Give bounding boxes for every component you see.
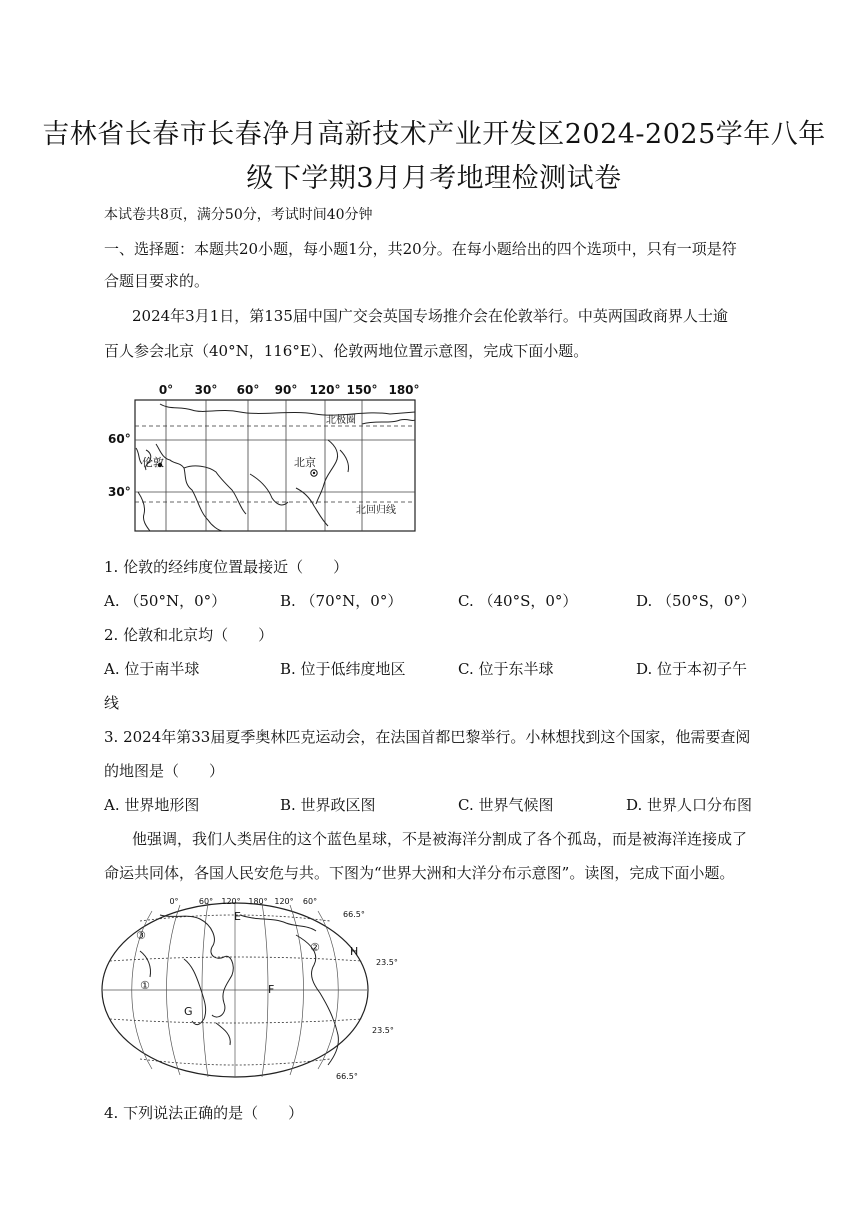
exam-title-line1: 吉林省长春市长春净月高新技术产业开发区2024-2025学年八年 [42,119,826,150]
question-3-stem-line1: 3. 2024年第33届夏季奥林匹克运动会，在法国首都巴黎举行。小林想找到这个国家，他需要查阅 [104,728,751,746]
exam-intro: 本试卷共8页，满分50分，考试时间40分钟 [104,207,373,223]
question-4-stem: 4. 下列说法正确的是（ ） [104,1104,304,1122]
region-letter-f: F [268,983,275,996]
lon-label: 150° [346,383,378,397]
lon-label: 0° [169,897,179,906]
lon-label: 180° [388,383,420,397]
q1-option-c[interactable]: C. （40°S，0°） [458,592,578,610]
passage2-line2: 命运共同体，各国人民安危与共。下图为“世界大洲和大洋分布示意图”。读图，完成下面小题。 [104,864,735,882]
region-number-3: ③ [136,929,146,942]
q2-option-d-wrap: 线 [104,694,120,712]
lon-label: 120° [221,897,241,906]
q1-option-b[interactable]: B. （70°N，0°） [280,592,403,610]
lon-label: 60° [302,897,318,906]
question-3-stem-line2: 的地图是（ ） [104,762,225,780]
q3-option-a[interactable]: A. 世界地形图 [104,796,200,814]
world-continents-oceans-map [100,895,410,1085]
lon-label: 60° [198,897,214,906]
region-letter-e: E [234,910,241,923]
q3-option-d[interactable]: D. 世界人口分布图 [626,796,753,814]
question-1-stem: 1. 伦敦的经纬度位置最接近（ ） [104,558,349,576]
question-2-stem: 2. 伦敦和北京均（ ） [104,626,274,644]
beijing-label: 北京 [294,456,316,469]
section-heading-line1: 一、选择题：本题共20小题，每小题1分，共20分。在每小题给出的四个选项中，只有一项是符 [104,240,737,258]
exam-title-line2: 级下学期3月月考地理检测试卷 [246,163,622,194]
arctic-circle-label: 北极圈 [326,415,356,426]
region-letter-h: H [350,945,359,958]
q1-option-a[interactable]: A. （50°N，0°） [104,592,227,610]
lat-label: 23.5° [376,958,398,967]
region-letter-g: G [184,1005,193,1018]
lon-label: 0° [158,383,174,397]
q3-option-c[interactable]: C. 世界气候图 [458,796,554,814]
q2-option-a[interactable]: A. 位于南半球 [104,660,200,678]
q2-option-d[interactable]: D. 位于本初子午 [636,660,748,678]
tropic-label: 北回归线 [356,505,396,516]
lat-label: 60° [108,432,131,446]
q1-option-d[interactable]: D. （50°S，0°） [636,592,756,610]
passage1-line2: 百人参会北京（40°N，116°E）、伦敦两地位置示意图，完成下面小题。 [104,342,589,360]
passage2-line1: 他强调，我们人类居住的这个蓝色星球，不是被海洋分割成了各个孤岛，而是被海洋连接成了 [132,830,748,848]
lon-label: 30° [194,383,218,397]
london-label: 伦敦 [142,456,164,469]
region-number-2: ② [310,941,320,954]
q2-option-b[interactable]: B. 位于低纬度地区 [280,660,406,678]
passage1-line1: 2024年3月1日，第135届中国广交会英国专场推介会在伦敦举行。中英两国政商界人士逾 [132,307,728,325]
q2-option-c[interactable]: C. 位于东半球 [458,660,554,678]
lat-label: 23.5° [372,1026,394,1035]
region-number-1: ① [140,979,150,992]
lat-label: 66.5° [343,910,365,919]
lon-label: 180° [248,897,268,906]
section-heading-line2: 合题目要求的。 [104,272,210,290]
lat-label: 30° [108,485,131,499]
beijing-london-map [100,380,430,535]
lon-label: 120° [274,897,294,906]
lon-label: 60° [236,383,260,397]
lon-label: 90° [274,383,298,397]
lat-label: 66.5° [336,1072,358,1081]
q3-option-b[interactable]: B. 世界政区图 [280,796,376,814]
lon-label: 120° [309,383,341,397]
